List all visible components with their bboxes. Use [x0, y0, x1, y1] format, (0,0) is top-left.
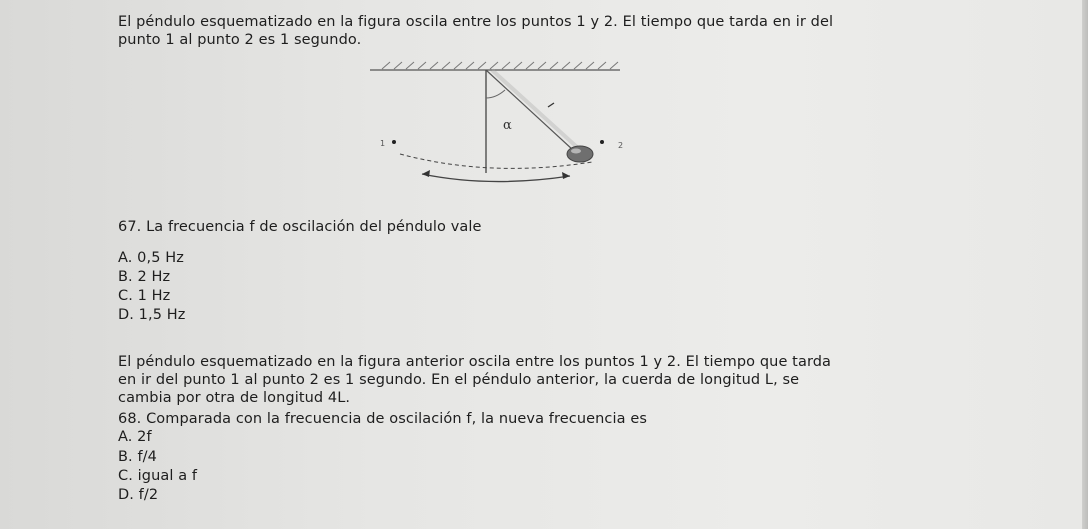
- bob-highlight: [571, 149, 581, 154]
- pendulum-string-shadow: [492, 70, 578, 148]
- q67-option-a[interactable]: A. 0,5 Hz: [118, 250, 184, 266]
- q67-option-d[interactable]: D. 1,5 Hz: [118, 307, 186, 323]
- page-edge: [1082, 0, 1088, 529]
- swing-arrow-lower: [422, 174, 570, 182]
- point-2-label: 2: [618, 141, 624, 150]
- context2-line-1: El péndulo esquematizado en la figura anterior oscila entre los puntos 1 y 2. El tiempo que tarda: [118, 354, 832, 370]
- angle-arc: [486, 90, 505, 98]
- point-1-label: 1: [380, 139, 386, 148]
- arrowhead-right: [562, 172, 570, 179]
- q67-option-b[interactable]: B. 2 Hz: [118, 269, 171, 285]
- point-2-marker: [600, 140, 604, 144]
- pendulum-bob: [567, 146, 593, 162]
- q68-option-c[interactable]: C. igual a f: [118, 468, 198, 484]
- intro-line-2: punto 1 al punto 2 es 1 segundo.: [118, 32, 362, 48]
- string-length-marker: [548, 103, 554, 107]
- intro-line-1: El péndulo esquematizado en la figura oscila entre los puntos 1 y 2. El tiempo que tarda en ir del: [118, 14, 834, 30]
- question-68: 68. Comparada con la frecuencia de oscilación f, la nueva frecuencia es: [118, 411, 648, 427]
- q68-option-a[interactable]: A. 2f: [118, 429, 152, 445]
- q68-option-b[interactable]: B. f/4: [118, 449, 157, 465]
- q67-option-c[interactable]: C. 1 Hz: [118, 288, 171, 304]
- arrowhead-left: [422, 170, 430, 177]
- ceiling: [370, 62, 620, 70]
- question-67: 67. La frecuencia f de oscilación del péndulo vale: [118, 219, 482, 235]
- pendulum-string: [486, 70, 573, 150]
- point-1-marker: [392, 140, 396, 144]
- q68-option-d[interactable]: D. f/2: [118, 487, 159, 503]
- swing-arc-dashed: [400, 154, 592, 168]
- angle-label: α: [503, 118, 512, 133]
- context2-line-3: cambia por otra de longitud 4L.: [118, 390, 351, 406]
- pendulum-diagram: [360, 58, 630, 193]
- context2-line-2: en ir del punto 1 al punto 2 es 1 segundo. En el péndulo anterior, la cuerda de longitud L, se: [118, 372, 800, 388]
